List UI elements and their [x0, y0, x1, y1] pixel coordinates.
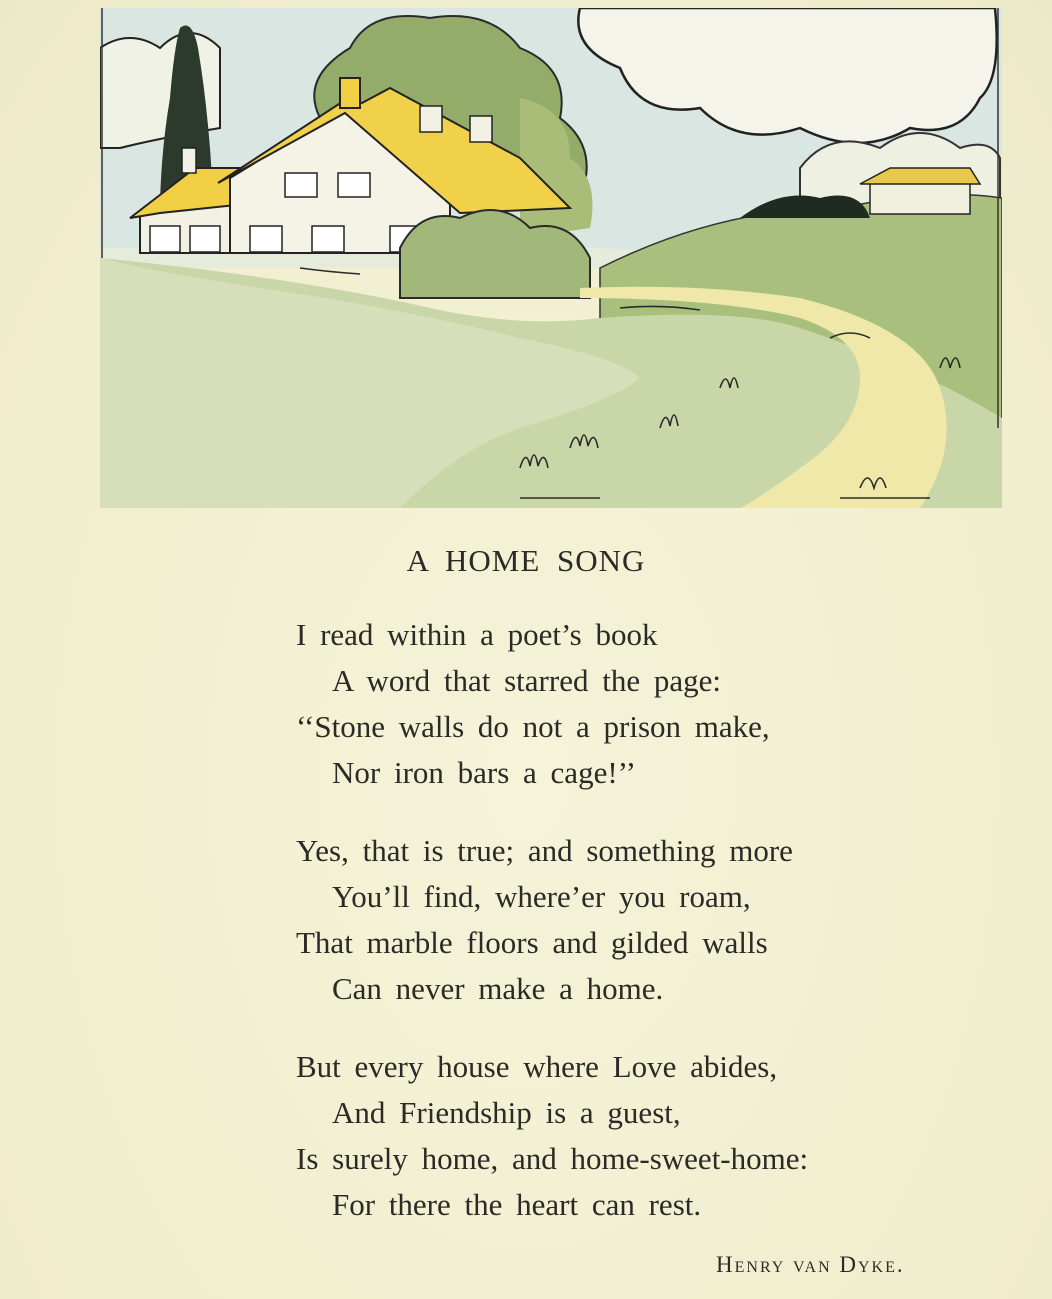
- poem-line: ‘‘Stone walls do not a prison make,: [296, 709, 770, 744]
- poem-title: A HOME SONG: [406, 543, 646, 578]
- poem-line: A word that starred the page:: [332, 663, 721, 698]
- poem-line: You’ll find, where’er you roam,: [332, 879, 751, 914]
- poem-line: Nor iron bars a cage!’’: [332, 755, 636, 790]
- house-landscape-illustration: [100, 8, 1002, 508]
- stanza-1: [296, 612, 976, 796]
- poem-line: For there the heart can rest.: [332, 1187, 702, 1222]
- poem-author: Henry van Dyke.: [716, 1252, 905, 1277]
- poem-line: Can never make a home.: [332, 971, 664, 1006]
- poem-body: [296, 612, 976, 1260]
- poem-line: But every house where Love abides,: [296, 1049, 778, 1084]
- poem-line: I read within a poet’s book: [296, 617, 658, 652]
- poem-line: And Friendship is a guest,: [332, 1095, 681, 1130]
- poem-line: Yes, that is true; and something more: [296, 833, 793, 868]
- stanza-3: [296, 1044, 976, 1228]
- stanza-2: [296, 828, 976, 1012]
- poem-line: That marble floors and gilded walls: [296, 925, 768, 960]
- poem-line: Is surely home, and home-sweet-home:: [296, 1141, 809, 1176]
